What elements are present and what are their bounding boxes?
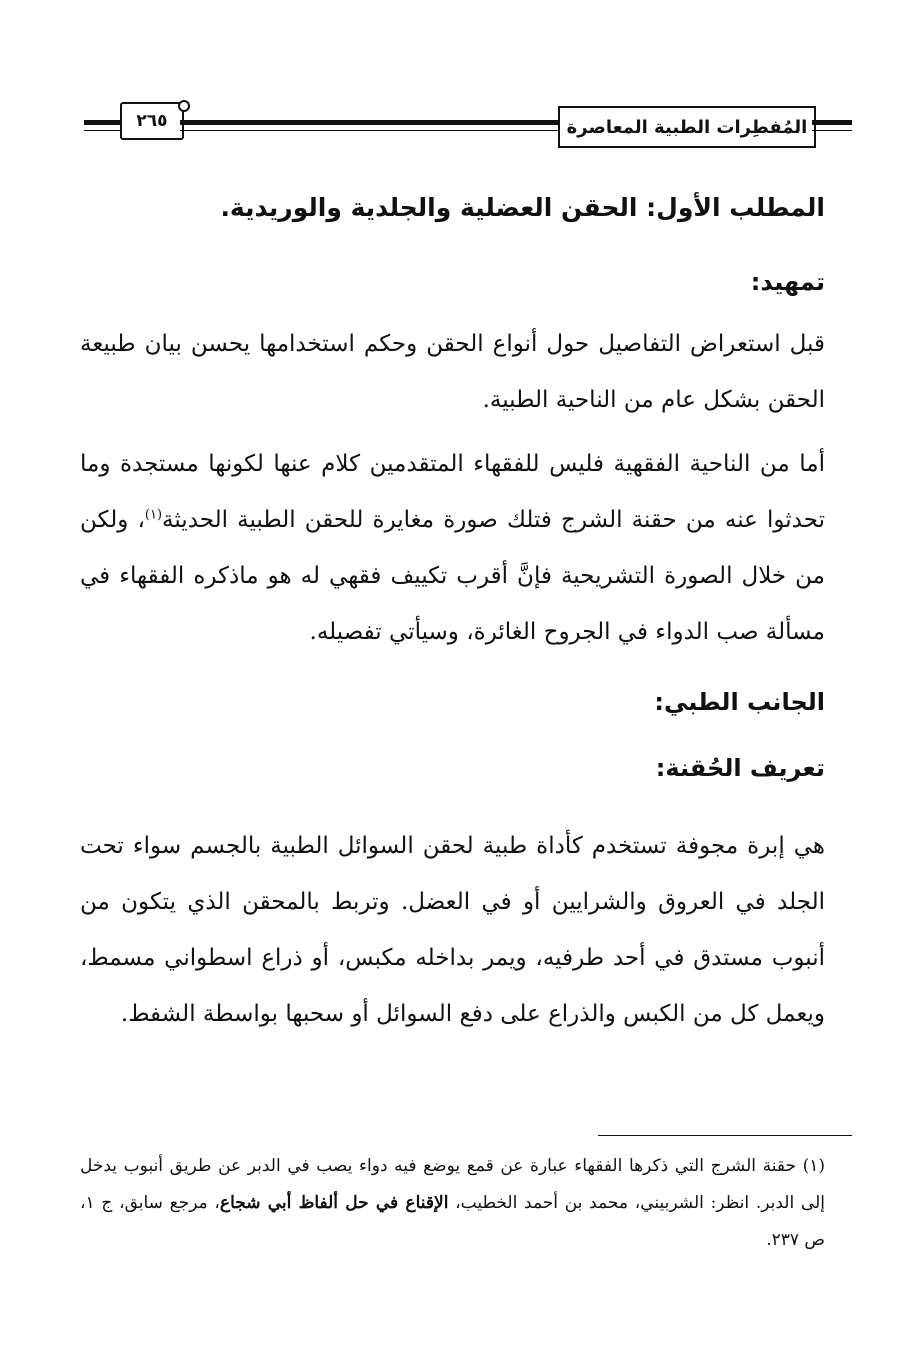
page-number: ٢٦٥ — [120, 102, 184, 140]
paragraph-fiqh — [80, 436, 825, 660]
header-rule — [180, 120, 558, 125]
footnote-text: حقنة الشرج التي ذكرها الفقهاء عبارة عن قمع يوضع فيه دواء يصب في الدبر عن طريق أنبوب يدخل إلى الدبر. انظر: الشربيني، محمد بن أحمد الخطيب، — [80, 1156, 825, 1213]
footnote-reference: (١) — [144, 507, 163, 523]
footnote-number: (١) — [802, 1156, 826, 1176]
medical-heading: الجانب الطبي: — [654, 688, 825, 716]
paragraph-definition: هي إبرة مجوفة تستخدم كأداة طبية لحقن السوائل الطبية بالجسم سواء تحت الجلد في العروق والشرايين أو في العضل. وتربط بالمحقن الذي يتكون من أنبوب مستدق في أحد طرفيه، ويمر بداخله مكبس، أو ذراع اسطواني مسمط، ويعمل كل من الكبس والذراع على دفع السوائل أو سحبها بواسطة الشفط. — [80, 833, 825, 1027]
paragraph-fiqh-part-2: ، ولكن من خلال الصورة التشريحية فإنَّ أقرب تكييف فقهي له هو ماذكره الفقهاء في مسألة صب الدواء في الجروح الغائرة، وسيأتي تفصيله. — [80, 507, 825, 645]
definition-heading: تعريف الحُقنة: — [655, 754, 825, 782]
footnote-separator — [598, 1135, 852, 1136]
section-title: المطلب الأول: الحقن العضلية والجلدية والوريدية. — [220, 193, 825, 222]
footnote — [80, 1148, 825, 1259]
page-header — [84, 98, 852, 148]
header-rule — [180, 130, 558, 131]
paragraph-fiqh-part-1: أما من الناحية الفقهية فليس للفقهاء المتقدمين كلام عنها لكونها مستجدة وما تحدثوا عنه من حقنة الشرج فتلك صورة مغايرة للحقن الطبية الحديثة — [80, 451, 825, 533]
running-title: المُفطِرات الطبية المعاصرة — [558, 106, 816, 148]
header-rule — [84, 130, 120, 131]
header-rule — [812, 120, 852, 125]
footnote-book-title: الإقناع في حل ألفاظ أبي شجاع — [219, 1193, 449, 1213]
tamhid-heading: تمهيد: — [750, 268, 825, 296]
paragraph-intro: قبل استعراض التفاصيل حول أنواع الحقن وحكم استخدامها يحسن بيان طبيعة الحقن بشكل عام من الناحية الطبية. — [80, 331, 825, 413]
header-rule — [812, 130, 852, 131]
footnote-text-end: ، مرجع سابق، ج ١، ص ٢٣٧. — [80, 1193, 825, 1250]
header-rule — [84, 120, 120, 125]
